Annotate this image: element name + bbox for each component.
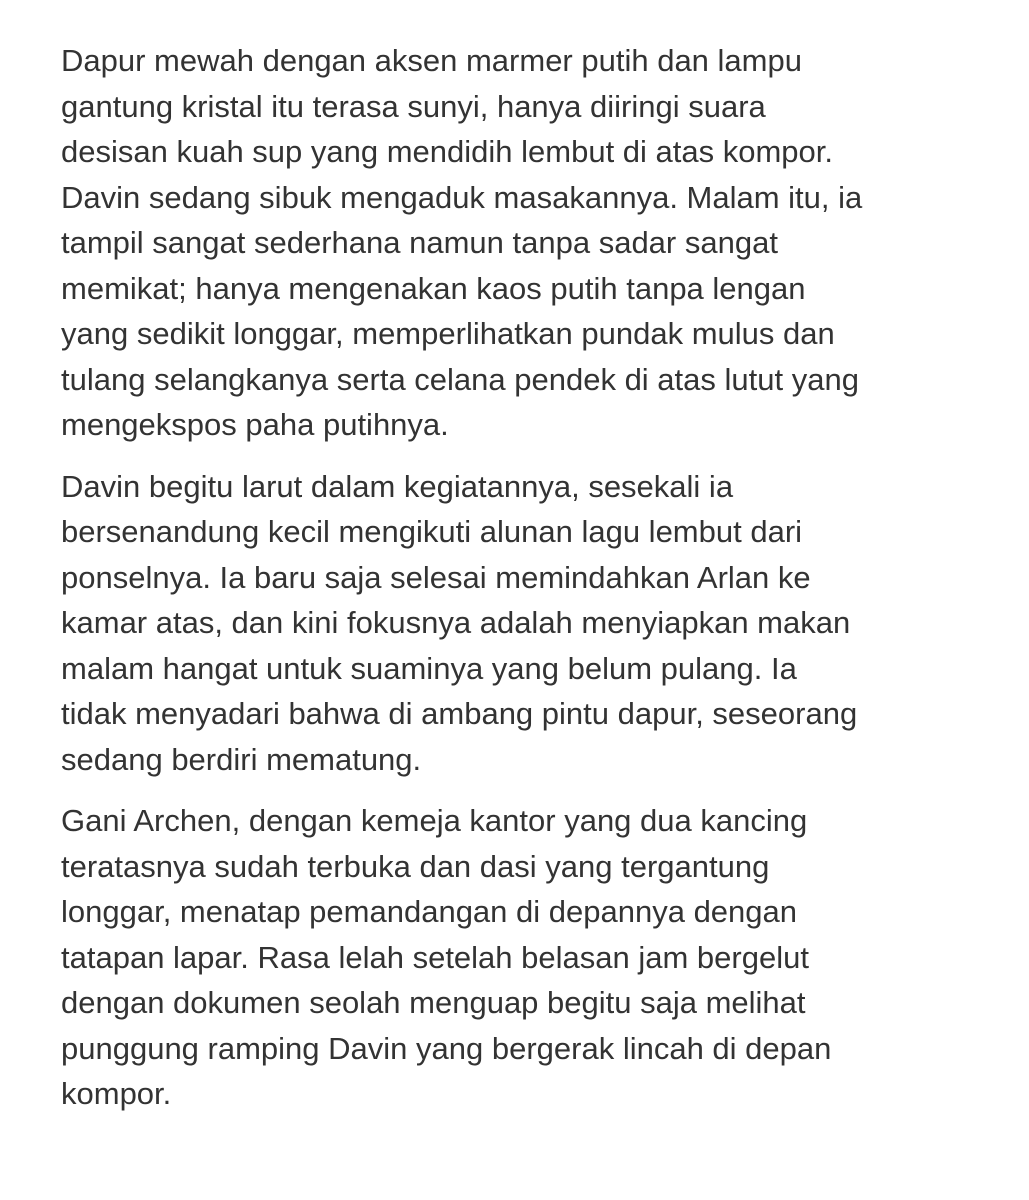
text-line: yang sedikit longgar, memperlihatkan pundak mulus dan bbox=[61, 316, 835, 351]
story-text bbox=[61, 38, 961, 1133]
text-line: Davin sedang sibuk mengaduk masakannya. Malam itu, ia bbox=[61, 179, 863, 215]
text-line: gantung kristal itu terasa sunyi, hanya diiringi suara bbox=[61, 88, 766, 124]
text-line: tidak menyadari bahwa di ambang pintu dapur, seseorang bbox=[61, 696, 858, 731]
text-line: desisan kuah sup yang mendidih lembut di atas kompor. bbox=[61, 134, 834, 169]
paragraph-2 bbox=[61, 464, 961, 783]
text-line: malam hangat untuk suaminya yang belum pulang. Ia bbox=[61, 650, 797, 686]
text-line: tulang selangkanya serta celana pendek di atas lutut yang bbox=[61, 361, 859, 397]
text-line: kompor. bbox=[61, 1076, 172, 1111]
text-line: Davin begitu larut dalam kegiatannya, sesekali ia bbox=[61, 468, 734, 504]
text-line: mengekspos paha putihnya. bbox=[61, 407, 449, 442]
text-line: bersenandung kecil mengikuti alunan lagu lembut dari bbox=[61, 514, 803, 549]
text-line: sedang berdiri mematung. bbox=[61, 741, 422, 777]
text-line: memikat; hanya mengenakan kaos putih tanpa lengan bbox=[61, 270, 806, 306]
text-line: tampil sangat sederhana namun tanpa sadar sangat bbox=[61, 225, 778, 260]
text-line: tatapan lapar. Rasa lelah setelah belasan jam bergelut bbox=[61, 939, 809, 975]
text-line: punggung ramping Davin yang bergerak lincah di depan bbox=[61, 1030, 832, 1066]
text-line: Dapur mewah dengan aksen marmer putih dan lampu bbox=[61, 43, 802, 78]
text-line: dengan dokumen seolah menguap begitu saja melihat bbox=[61, 985, 806, 1020]
text-line: ponselnya. Ia baru saja selesai memindahkan Arlan ke bbox=[61, 559, 811, 595]
text-line: kamar atas, dan kini fokusnya adalah menyiapkan makan bbox=[61, 605, 851, 640]
paragraph-1 bbox=[61, 38, 961, 448]
text-line: teratasnya sudah terbuka dan dasi yang tergantung bbox=[61, 848, 770, 884]
text-line: longgar, menatap pemandangan di depannya dengan bbox=[61, 894, 798, 929]
text-line: Gani Archen, dengan kemeja kantor yang dua kancing bbox=[61, 803, 808, 838]
paragraph-3 bbox=[61, 798, 961, 1117]
